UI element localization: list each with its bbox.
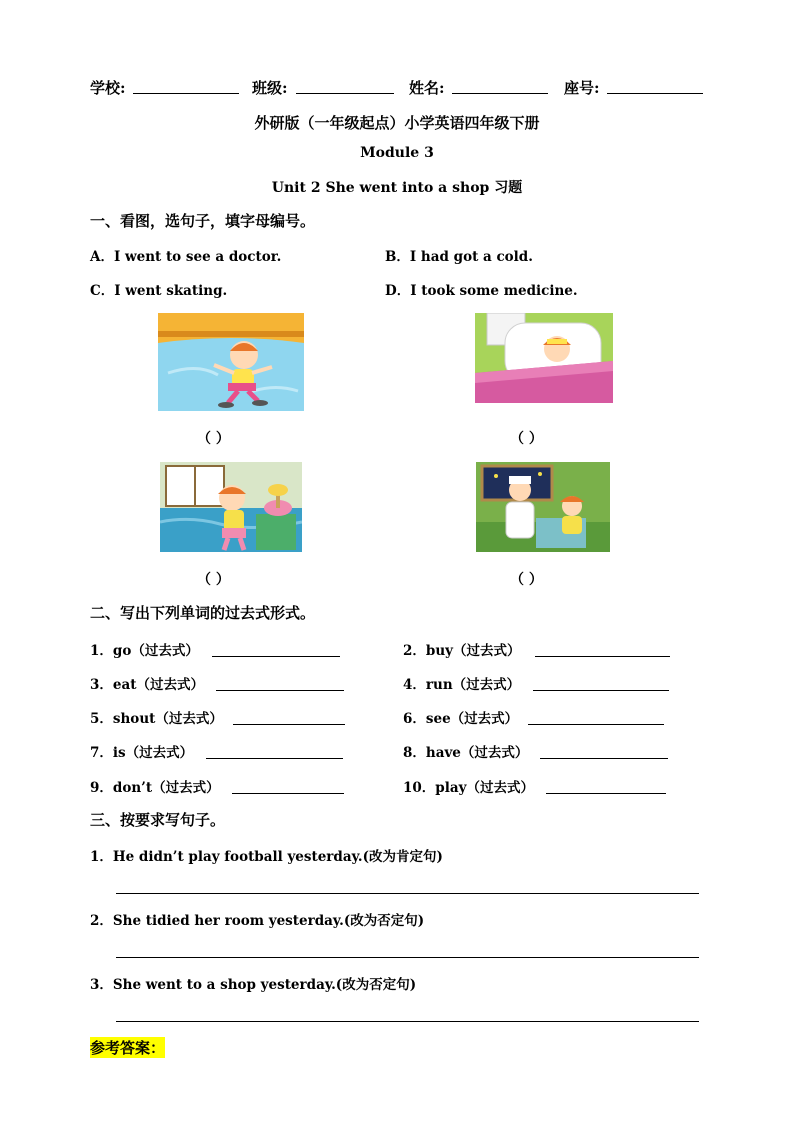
section2-heading: 二、写出下列单词的过去式形式。 <box>90 604 316 622</box>
sick-girl-picture <box>475 313 613 403</box>
word-answer-line-6[interactable] <box>528 724 664 725</box>
word-answer-line-2[interactable] <box>535 656 670 657</box>
sentence-answer-line-3[interactable] <box>116 1021 699 1022</box>
sentence-answer-line-2[interactable] <box>116 957 699 958</box>
name-field[interactable] <box>452 93 548 94</box>
option-b: B．I had got a cold. <box>385 249 533 265</box>
school-field[interactable] <box>133 93 239 94</box>
word-item-3: 3．eat（过去式） <box>90 677 204 693</box>
word-item-9: 9．don’t（过去式） <box>90 780 220 796</box>
word-item-5: 5．shout（过去式） <box>90 711 223 727</box>
word-answer-line-3[interactable] <box>216 690 344 691</box>
word-answer-line-8[interactable] <box>540 758 668 759</box>
word-item-1: 1．go（过去式） <box>90 643 199 659</box>
book-title: 外研版（一年级起点）小学英语四年级下册 <box>254 114 540 132</box>
answer-paren-2[interactable]: （ ） <box>510 431 543 447</box>
word-answer-line-10[interactable] <box>546 793 666 794</box>
word-answer-line-7[interactable] <box>206 758 343 759</box>
seat-field[interactable] <box>607 93 703 94</box>
word-item-8: 8．have（过去式） <box>403 745 529 761</box>
class-field[interactable] <box>296 93 394 94</box>
unit-title: Unit 2 She went into a shop 习题 <box>271 180 523 196</box>
word-answer-line-1[interactable] <box>212 656 340 657</box>
school-label: 学校: <box>90 79 126 97</box>
word-answer-line-4[interactable] <box>533 690 669 691</box>
answer-paren-3[interactable]: （ ） <box>197 572 230 588</box>
answer-key-label: 参考答案： <box>90 1039 166 1057</box>
word-answer-line-5[interactable] <box>233 724 345 725</box>
sentence-item-2: 2．She tidied her room yesterday.(改为否定句) <box>90 913 425 929</box>
skating-girl-picture <box>158 313 304 411</box>
word-item-2: 2．buy（过去式） <box>403 643 521 659</box>
section1-heading: 一、看图，选句子，填字母编号。 <box>90 212 316 230</box>
name-label: 姓名: <box>409 79 445 97</box>
answer-paren-4[interactable]: （ ） <box>510 572 543 588</box>
coughing-girl-picture <box>160 462 302 552</box>
word-item-7: 7．is（过去式） <box>90 745 194 761</box>
word-item-6: 6．see（过去式） <box>403 711 519 727</box>
word-answer-line-9[interactable] <box>232 793 344 794</box>
answer-paren-1[interactable]: （ ） <box>197 431 230 447</box>
class-label: 班级: <box>252 79 288 97</box>
doctor-visit-picture <box>476 462 610 552</box>
sentence-item-3: 3．She went to a shop yesterday.(改为否定句) <box>90 977 417 993</box>
option-c: C．I went skating. <box>90 283 228 299</box>
sentence-item-1: 1．He didn’t play football yesterday.(改为肯定句) <box>90 849 443 865</box>
word-item-10: 10．play（过去式） <box>403 780 534 796</box>
option-d: D．I took some medicine. <box>385 283 578 299</box>
word-item-4: 4．run（过去式） <box>403 677 521 693</box>
option-a: A．I went to see a doctor. <box>90 249 282 265</box>
sentence-answer-line-1[interactable] <box>116 893 699 894</box>
section3-heading: 三、按要求写句子。 <box>90 811 226 829</box>
module-title: Module 3 <box>360 145 434 161</box>
seat-label: 座号: <box>564 79 600 97</box>
